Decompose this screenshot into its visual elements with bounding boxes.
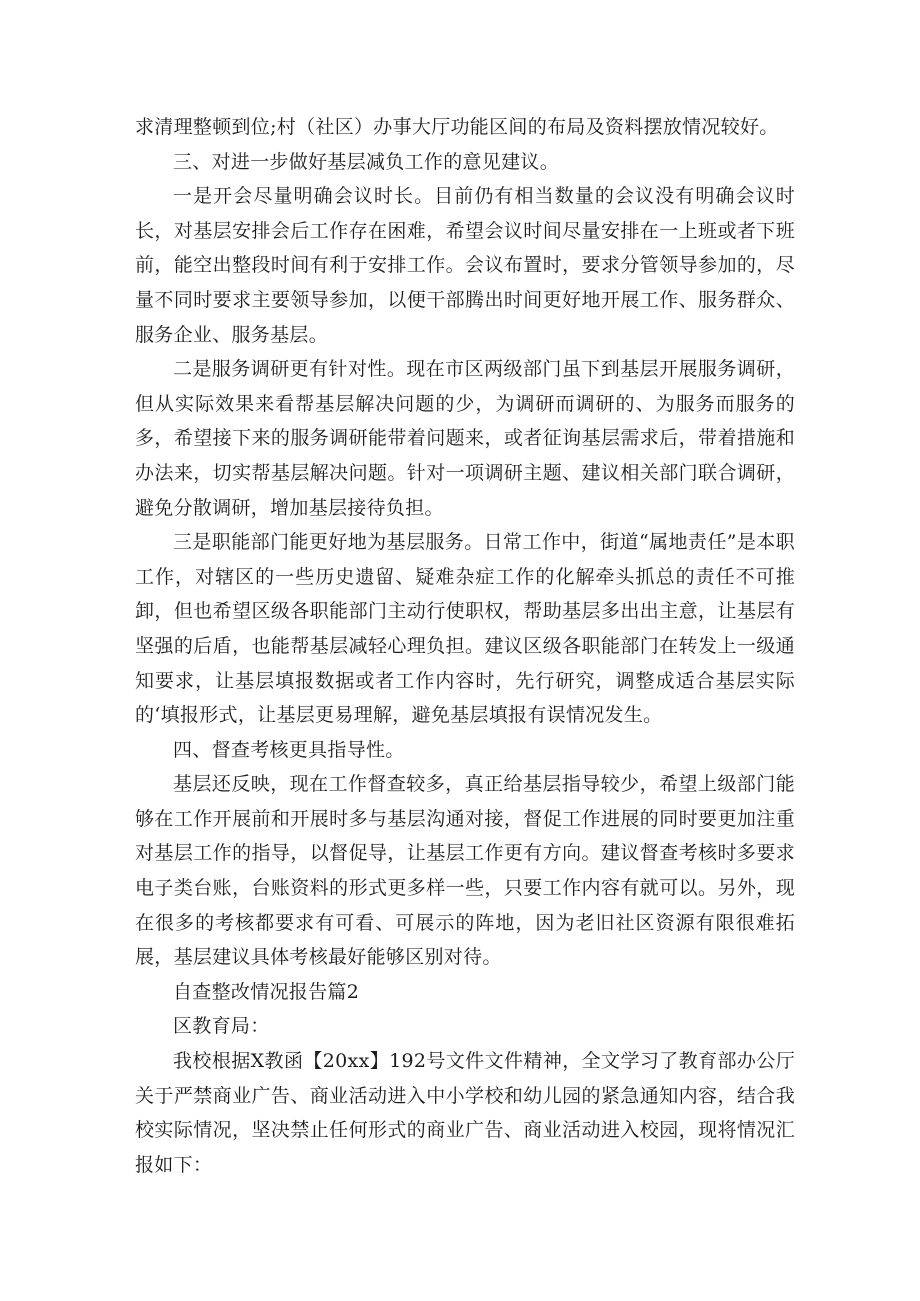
section-heading-four: 四、督查考核更具指导性。 (173, 738, 405, 761)
paragraph-meeting-duration: 一是开会尽量明确会议时长。目前仍有相当数量的会议没有明确会议时长，对基层安排会后工作存在困难，希望会议时间尽量安排在一上班或者下班前，能空出整段时间有利于安排工作。会议布置时，要求分管领导参加的，尽量不同时要求主要领导参加，以便干部腾出时间更好地开展工作、服务群众、服务企业、服务基层。 (135, 185, 795, 346)
report-title-part-2: 自查整改情况报告篇2 (173, 980, 360, 1003)
paragraph-inspection-feedback: 基层还反映，现在工作督查较多，真正给基层指导较少，希望上级部门能够在工作开展前和开展时多与基层沟通对接，督促工作进展的同时要更加注重对基层工作的指导，以督促导，让基层工作更有方向。建议督查考核时多要求电子类台账，台账资料的形式更多样一些，只要工作内容有就可以。另外，现在很多的考核都要求有可看、可展示的阵地，因为老旧社区资源有限很难拓展，基层建议具体考核最好能够区别对待。 (135, 773, 795, 969)
paragraph-school-report: 我校根据X教函【20xx】192号文件文件精神，全文学习了教育部办公厅关于严禁商业广告、商业活动进入中小学校和幼儿园的紧急通知内容，结合我校实际情况，坚决禁止任何形式的商业广告、商业活动进入校园，现将情况汇报如下： (135, 1050, 795, 1176)
paragraph-functional-departments: 三是职能部门能更好地为基层服务。日常工作中，街道“属地责任”是本职工作，对辖区的一些历史遗留、疑难杂症工作的化解牵头抓总的责任不可推卸，但也希望区级各职能部门主动行使职权，帮助基层多出出主意，让基层有坚强的后盾，也能帮基层减轻心理负担。建议区级各职能部门在转发上一级通知要求，让基层填报数据或者工作内容时，先行研究，调整成适合基层实际的‘填报形式，让基层更易理解，避免基层填报有误情况发生。 (135, 531, 795, 727)
paragraph-continuation: 求清理整顿到位;村（社区）办事大厅功能区间的布局及资料摆放情况较好。 (135, 116, 779, 138)
document-body (135, 110, 795, 1182)
salutation: 区教育局： (173, 1015, 270, 1038)
paragraph-service-research: 二是服务调研更有针对性。现在市区两级部门虽下到基层开展服务调研，但从实际效果来看帮基层解决问题的少，为调研而调研的、为服务而服务的多，希望接下来的服务调研能带着问题来，或者征询基层需求后，带着措施和办法来，切实帮基层解决问题。针对一项调研主题、建议相关部门联合调研，避免分散调研，增加基层接待负担。 (135, 358, 795, 519)
section-heading-three: 三、对进一步做好基层减负工作的意见建议。 (173, 150, 560, 173)
